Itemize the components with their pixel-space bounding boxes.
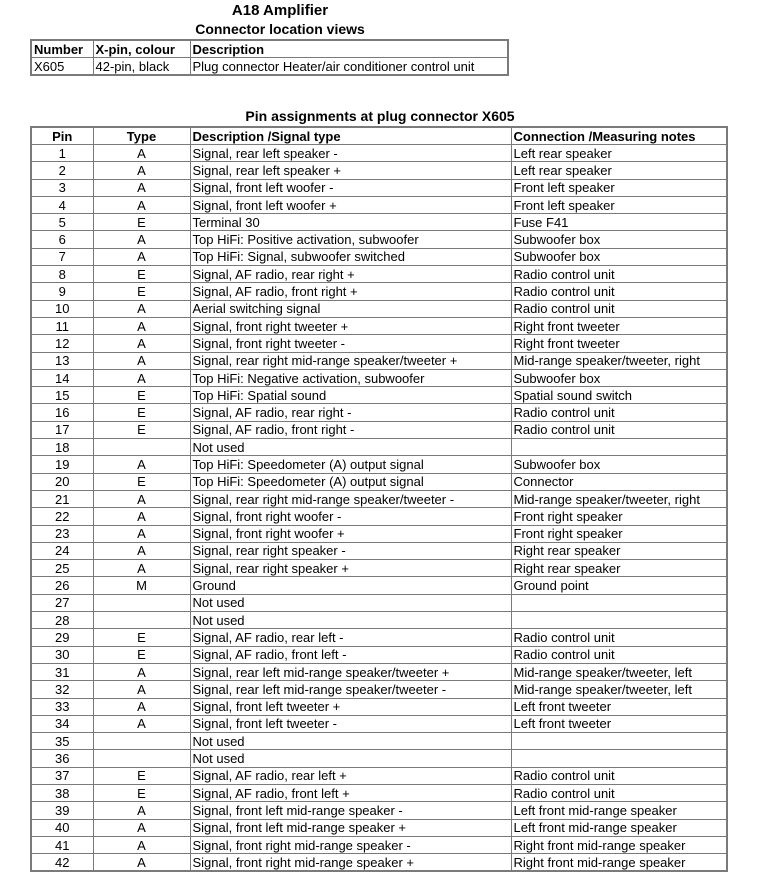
pin-description: Signal, front left woofer + xyxy=(190,196,511,213)
pin-type: E xyxy=(93,404,190,421)
pin-col-connection: Connection /Measuring notes xyxy=(511,127,727,145)
pin-connection: Ground point xyxy=(511,577,727,594)
connector-header-row xyxy=(31,40,508,58)
pin-connection: Radio control unit xyxy=(511,300,727,317)
pin-type xyxy=(93,750,190,767)
pin-number: 22 xyxy=(31,508,93,525)
pin-connection: Subwoofer box xyxy=(511,248,727,265)
table-row xyxy=(31,715,727,732)
pin-number: 7 xyxy=(31,248,93,265)
pin-number: 15 xyxy=(31,387,93,404)
pin-col-type: Type xyxy=(93,127,190,145)
pin-description: Signal, AF radio, front left + xyxy=(190,784,511,801)
pin-description: Top HiFi: Signal, subwoofer switched xyxy=(190,248,511,265)
pin-type: A xyxy=(93,854,190,872)
table-row xyxy=(31,508,727,525)
pin-connection: Right front tweeter xyxy=(511,335,727,352)
pin-description: Signal, rear right speaker - xyxy=(190,542,511,559)
pin-number: 10 xyxy=(31,300,93,317)
pin-connection: Mid-range speaker/tweeter, left xyxy=(511,663,727,680)
pin-type: A xyxy=(93,560,190,577)
connector-table xyxy=(30,39,509,76)
pin-type: A xyxy=(93,698,190,715)
pin-number: 13 xyxy=(31,352,93,369)
pin-type xyxy=(93,733,190,750)
pin-type: E xyxy=(93,646,190,663)
connector-col-number: Number xyxy=(31,40,93,58)
pin-col-pin: Pin xyxy=(31,127,93,145)
pin-table-title: Pin assignments at plug connector X605 xyxy=(245,108,515,124)
pin-description: Signal, rear right mid-range speaker/tweeter + xyxy=(190,352,511,369)
pin-number: 25 xyxy=(31,560,93,577)
pin-type: A xyxy=(93,196,190,213)
pin-col-description: Description /Signal type xyxy=(190,127,511,145)
pin-description: Not used xyxy=(190,594,511,611)
pin-connection xyxy=(511,612,727,629)
table-row xyxy=(31,490,727,507)
pin-connection: Left front mid-range speaker xyxy=(511,802,727,819)
pin-connection: Spatial sound switch xyxy=(511,387,727,404)
pin-connection: Right rear speaker xyxy=(511,560,727,577)
pin-type: E xyxy=(93,387,190,404)
pin-number: 37 xyxy=(31,767,93,784)
pin-type: A xyxy=(93,352,190,369)
table-row xyxy=(31,421,727,438)
pin-connection: Radio control unit xyxy=(511,283,727,300)
pin-number: 31 xyxy=(31,663,93,680)
pin-type: E xyxy=(93,629,190,646)
pin-description: Top HiFi: Speedometer (A) output signal xyxy=(190,456,511,473)
pin-header-row xyxy=(31,127,727,145)
table-row xyxy=(31,404,727,421)
table-row xyxy=(31,473,727,490)
pin-description: Ground xyxy=(190,577,511,594)
pin-type: A xyxy=(93,162,190,179)
pin-type xyxy=(93,439,190,456)
table-row xyxy=(31,439,727,456)
pin-description: Signal, AF radio, rear left + xyxy=(190,767,511,784)
pin-type: E xyxy=(93,266,190,283)
pin-type: E xyxy=(93,473,190,490)
pin-connection: Subwoofer box xyxy=(511,231,727,248)
connector-number: X605 xyxy=(31,58,93,76)
pin-description: Aerial switching signal xyxy=(190,300,511,317)
pin-description: Signal, front right woofer - xyxy=(190,508,511,525)
pin-number: 20 xyxy=(31,473,93,490)
pin-type: A xyxy=(93,456,190,473)
pin-number: 27 xyxy=(31,594,93,611)
pin-connection: Radio control unit xyxy=(511,646,727,663)
pin-description: Signal, front left tweeter - xyxy=(190,715,511,732)
pin-description: Signal, rear left mid-range speaker/tweeter + xyxy=(190,663,511,680)
pin-connection: Radio control unit xyxy=(511,421,727,438)
pin-number: 40 xyxy=(31,819,93,836)
pin-type: A xyxy=(93,836,190,853)
pin-connection: Right rear speaker xyxy=(511,542,727,559)
pin-type: A xyxy=(93,145,190,162)
pin-connection: Radio control unit xyxy=(511,404,727,421)
pin-connection: Right front mid-range speaker xyxy=(511,854,727,872)
pin-description: Signal, rear left speaker - xyxy=(190,145,511,162)
pin-number: 9 xyxy=(31,283,93,300)
pin-number: 17 xyxy=(31,421,93,438)
pin-number: 33 xyxy=(31,698,93,715)
pin-number: 16 xyxy=(31,404,93,421)
pin-table-body xyxy=(31,145,727,872)
table-row xyxy=(31,162,727,179)
pin-number: 29 xyxy=(31,629,93,646)
pin-description: Signal, front right mid-range speaker + xyxy=(190,854,511,872)
table-row xyxy=(31,525,727,542)
connector-row xyxy=(31,58,508,76)
pin-description: Terminal 30 xyxy=(190,214,511,231)
pin-description: Signal, AF radio, front right - xyxy=(190,421,511,438)
pin-number: 11 xyxy=(31,317,93,334)
pin-number: 21 xyxy=(31,490,93,507)
pin-description: Signal, front right mid-range speaker - xyxy=(190,836,511,853)
pin-type: A xyxy=(93,317,190,334)
table-row xyxy=(31,300,727,317)
pin-description: Top HiFi: Negative activation, subwoofer xyxy=(190,369,511,386)
pin-number: 8 xyxy=(31,266,93,283)
pin-number: 30 xyxy=(31,646,93,663)
pin-connection: Front left speaker xyxy=(511,179,727,196)
table-row xyxy=(31,456,727,473)
pin-type: A xyxy=(93,508,190,525)
pin-type: A xyxy=(93,369,190,386)
pin-number: 4 xyxy=(31,196,93,213)
pin-description: Signal, front right woofer + xyxy=(190,525,511,542)
pin-description: Signal, front left woofer - xyxy=(190,179,511,196)
pin-connection: Subwoofer box xyxy=(511,369,727,386)
table-row xyxy=(31,352,727,369)
table-row xyxy=(31,733,727,750)
pin-number: 6 xyxy=(31,231,93,248)
pin-number: 36 xyxy=(31,750,93,767)
pin-connection: Mid-range speaker/tweeter, left xyxy=(511,681,727,698)
pin-number: 38 xyxy=(31,784,93,801)
pin-description: Top HiFi: Positive activation, subwoofer xyxy=(190,231,511,248)
pin-type: M xyxy=(93,577,190,594)
pin-connection: Radio control unit xyxy=(511,266,727,283)
table-row xyxy=(31,542,727,559)
pin-description: Signal, AF radio, rear right + xyxy=(190,266,511,283)
pin-number: 14 xyxy=(31,369,93,386)
pin-description: Top HiFi: Speedometer (A) output signal xyxy=(190,473,511,490)
pin-description: Signal, rear left speaker + xyxy=(190,162,511,179)
table-row xyxy=(31,612,727,629)
table-row xyxy=(31,231,727,248)
pin-assignment-table xyxy=(30,126,728,872)
pin-type: A xyxy=(93,542,190,559)
pin-number: 34 xyxy=(31,715,93,732)
pin-connection: Front left speaker xyxy=(511,196,727,213)
pin-number: 24 xyxy=(31,542,93,559)
pin-number: 1 xyxy=(31,145,93,162)
pin-type: E xyxy=(93,214,190,231)
pin-type xyxy=(93,612,190,629)
pin-type: A xyxy=(93,300,190,317)
pin-number: 35 xyxy=(31,733,93,750)
table-row xyxy=(31,317,727,334)
connector-xpin: 42-pin, black xyxy=(93,58,190,76)
pin-type: A xyxy=(93,681,190,698)
table-row xyxy=(31,283,727,300)
table-row xyxy=(31,145,727,162)
pin-description: Not used xyxy=(190,612,511,629)
pin-number: 32 xyxy=(31,681,93,698)
pin-description: Signal, front left mid-range speaker - xyxy=(190,802,511,819)
pin-type: A xyxy=(93,231,190,248)
pin-connection: Front right speaker xyxy=(511,525,727,542)
pin-type: E xyxy=(93,421,190,438)
pin-type: A xyxy=(93,715,190,732)
pin-connection: Radio control unit xyxy=(511,629,727,646)
pin-description: Signal, rear right speaker + xyxy=(190,560,511,577)
pin-number: 42 xyxy=(31,854,93,872)
pin-connection xyxy=(511,594,727,611)
pin-connection: Mid-range speaker/tweeter, right xyxy=(511,352,727,369)
pin-description: Not used xyxy=(190,733,511,750)
table-row xyxy=(31,629,727,646)
pin-connection: Connector xyxy=(511,473,727,490)
pin-number: 2 xyxy=(31,162,93,179)
pin-connection: Subwoofer box xyxy=(511,456,727,473)
pin-description: Signal, rear right mid-range speaker/tweeter - xyxy=(190,490,511,507)
table-row xyxy=(31,577,727,594)
table-row xyxy=(31,681,727,698)
pin-connection: Left front tweeter xyxy=(511,715,727,732)
table-row xyxy=(31,663,727,680)
pin-number: 26 xyxy=(31,577,93,594)
table-row xyxy=(31,560,727,577)
pin-connection: Radio control unit xyxy=(511,767,727,784)
connector-col-description: Description xyxy=(190,40,508,58)
pin-description: Not used xyxy=(190,439,511,456)
pin-connection: Mid-range speaker/tweeter, right xyxy=(511,490,727,507)
table-row xyxy=(31,387,727,404)
page-title: A18 Amplifier xyxy=(231,2,329,19)
table-row xyxy=(31,802,727,819)
pin-type: A xyxy=(93,525,190,542)
pin-number: 39 xyxy=(31,802,93,819)
pin-number: 41 xyxy=(31,836,93,853)
pin-number: 12 xyxy=(31,335,93,352)
pin-connection: Fuse F41 xyxy=(511,214,727,231)
pin-number: 19 xyxy=(31,456,93,473)
table-row xyxy=(31,214,727,231)
pin-type: A xyxy=(93,179,190,196)
pin-connection xyxy=(511,750,727,767)
table-row xyxy=(31,248,727,265)
pin-description: Signal, AF radio, rear left - xyxy=(190,629,511,646)
pin-number: 23 xyxy=(31,525,93,542)
pin-connection: Radio control unit xyxy=(511,784,727,801)
pin-description: Signal, AF radio, front left - xyxy=(190,646,511,663)
pin-type xyxy=(93,594,190,611)
pin-type: A xyxy=(93,802,190,819)
pin-type: E xyxy=(93,767,190,784)
pin-connection: Left front tweeter xyxy=(511,698,727,715)
pin-connection: Right front tweeter xyxy=(511,317,727,334)
table-row xyxy=(31,854,727,872)
connector-description: Plug connector Heater/air conditioner control unit xyxy=(190,58,508,76)
pin-description: Signal, rear left mid-range speaker/tweeter - xyxy=(190,681,511,698)
table-row xyxy=(31,335,727,352)
pin-type: A xyxy=(93,819,190,836)
pin-number: 3 xyxy=(31,179,93,196)
pin-connection: Front right speaker xyxy=(511,508,727,525)
pin-type: A xyxy=(93,490,190,507)
pin-description: Signal, AF radio, front right + xyxy=(190,283,511,300)
table-row xyxy=(31,646,727,663)
pin-connection xyxy=(511,733,727,750)
pin-number: 5 xyxy=(31,214,93,231)
pin-description: Signal, front left mid-range speaker + xyxy=(190,819,511,836)
table-row xyxy=(31,369,727,386)
connector-col-xpin: X-pin, colour xyxy=(93,40,190,58)
pin-connection xyxy=(511,439,727,456)
table-row xyxy=(31,266,727,283)
pin-connection: Right front mid-range speaker xyxy=(511,836,727,853)
pin-description: Signal, front left tweeter + xyxy=(190,698,511,715)
pin-connection: Left front mid-range speaker xyxy=(511,819,727,836)
pin-description: Not used xyxy=(190,750,511,767)
pin-description: Signal, front right tweeter - xyxy=(190,335,511,352)
page-subtitle: Connector location views xyxy=(195,21,365,37)
pin-type: A xyxy=(93,335,190,352)
pin-description: Signal, AF radio, rear right - xyxy=(190,404,511,421)
pin-number: 18 xyxy=(31,439,93,456)
table-row xyxy=(31,179,727,196)
table-row xyxy=(31,594,727,611)
pin-description: Top HiFi: Spatial sound xyxy=(190,387,511,404)
pin-type: E xyxy=(93,283,190,300)
pin-type: A xyxy=(93,248,190,265)
table-row xyxy=(31,767,727,784)
table-row xyxy=(31,750,727,767)
pin-description: Signal, front right tweeter + xyxy=(190,317,511,334)
pin-connection: Left rear speaker xyxy=(511,145,727,162)
table-row xyxy=(31,836,727,853)
table-row xyxy=(31,784,727,801)
table-row xyxy=(31,698,727,715)
pin-type: E xyxy=(93,784,190,801)
pin-number: 28 xyxy=(31,612,93,629)
table-row xyxy=(31,196,727,213)
pin-connection: Left rear speaker xyxy=(511,162,727,179)
pin-type: A xyxy=(93,663,190,680)
table-row xyxy=(31,819,727,836)
